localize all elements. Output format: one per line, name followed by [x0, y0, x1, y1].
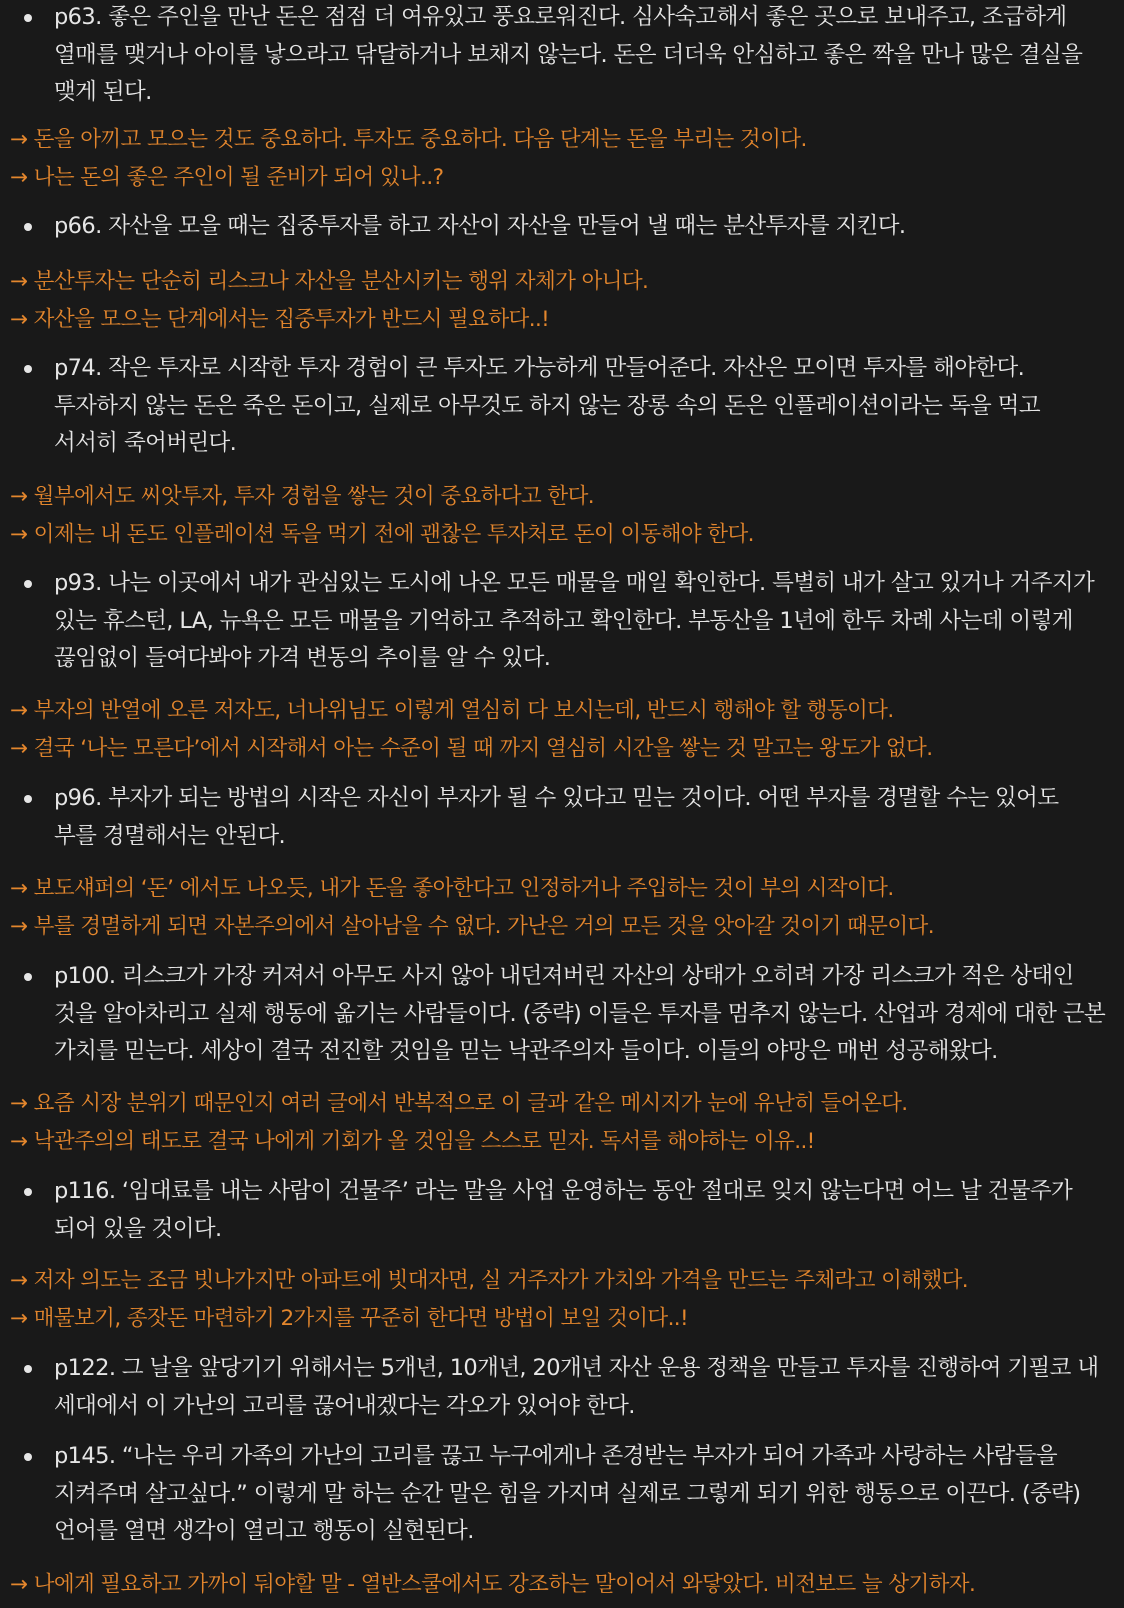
note-group-p116 — [0, 1262, 1124, 1338]
note-line: → 나에게 필요하고 가까이 둬야할 말 - 열반스쿨에서도 강조하는 말이어서 와닿았다. 비전보드 늘 상기하자. — [10, 1572, 976, 1597]
quote-p145: p145. “나는 우리 가족의 가난의 고리를 끊고 누구에게나 존경받는 부자가 되어 가족과 사랑하는 사람들을 지켜주며 살고싶다.” 이렇게 말 하는 순간 말은 힘을 가지며 실제로 그렇게 되기 위한 행동으로 이끈다. (중략) 언어를 열면 생각이 열리고 행동이 실현된다. — [54, 1443, 1081, 1544]
quote-p93: p93. 나는 이곳에서 내가 관심있는 도시에 나온 모든 매물을 매일 확인한다. 특별히 내가 살고 있거나 거주지가 있는 휴스턴, LA, 뉴욕은 모든 매물을 기억하고 추적하고 확인한다. 부동산을 1년에 한두 차례 사는데 이렇게 끊임없이 들여다봐야 가격 변동의 추이를 알 수 있다. — [54, 570, 1095, 671]
quote-p63: p63. 좋은 주인을 만난 돈은 점점 더 여유있고 풍요로워진다. 심사숙고해서 좋은 곳으로 보내주고, 조급하게 열매를 맺거나 아이를 낳으라고 닦달하거나 보채지 않는다. 돈은 더더욱 안심하고 좋은 짝을 만나 많은 결실을 맺게 된다. — [54, 4, 1083, 105]
quote-p74: p74. 작은 투자로 시작한 투자 경험이 큰 투자도 가능하게 만들어준다. 자산은 모이면 투자를 해야한다. 투자하지 않는 돈은 죽은 돈이고, 실제로 아무것도 하지 않는 장롱 속의 돈은 인플레이션이라는 독을 먹고 서서히 죽어버린다. — [54, 355, 1040, 456]
note-group-p145 — [0, 1566, 1124, 1604]
note-group-p100 — [0, 1085, 1124, 1161]
note-line: → 나는 돈의 좋은 주인이 될 준비가 되어 있나..? — [10, 165, 444, 190]
quote-p122: p122. 그 날을 앞당기기 위해서는 5개년, 10개년, 20개년 자산 운용 정책을 만들고 투자를 진행하여 기필코 내 세대에서 이 가난의 고리를 끊어내겠다는 각오가 있어야 한다. — [54, 1355, 1099, 1419]
note-line: → 부자의 반열에 오른 저자도, 너나위님도 이렇게 열심히 다 보시는데, 반드시 행해야 할 행동이다. — [10, 698, 894, 723]
quote-p116: p116. ‘임대료를 내는 사람이 건물주’ 라는 말을 사업 운영하는 동안 절대로 잊지 않는다면 어느 날 건물주가 되어 있을 것이다. — [54, 1178, 1073, 1242]
note-line: → 요즘 시장 분위기 때문인지 여러 글에서 반복적으로 이 글과 같은 메시지가 눈에 유난히 들어온다. — [10, 1091, 908, 1116]
note-line: → 보도섀퍼의 ‘돈’ 에서도 나오듯, 내가 돈을 좋아한다고 인정하거나 주입하는 것이 부의 시작이다. — [10, 876, 894, 901]
note-line: → 자산을 모으는 단계에서는 집중투자가 반드시 필요하다..! — [10, 307, 550, 332]
note-line: → 분산투자는 단순히 리스크나 자산을 분산시키는 행위 자체가 아니다. — [10, 269, 649, 294]
note-line: → 이제는 내 돈도 인플레이션 독을 먹기 전에 괜찮은 투자처로 돈이 이동해야 한다. — [10, 522, 754, 547]
note-line: → 월부에서도 씨앗투자, 투자 경험을 쌓는 것이 중요하다고 한다. — [10, 484, 594, 509]
note-group-p66 — [0, 263, 1124, 339]
note-line: → 저자 의도는 조금 빗나가지만 아파트에 빗대자면, 실 거주자가 가치와 가격을 만드는 주체라고 이해했다. — [10, 1268, 969, 1293]
note-group-p93 — [0, 692, 1124, 768]
note-group-p96 — [0, 870, 1124, 946]
note-line: → 부를 경멸하게 되면 자본주의에서 살아남을 수 없다. 가난은 거의 모든 것을 앗아갈 것이기 때문이다. — [10, 914, 934, 939]
note-line: → 매물보기, 종잣돈 마련하기 2가지를 꾸준히 한다면 방법이 보일 것이다..! — [10, 1306, 689, 1331]
quote-p96: p96. 부자가 되는 방법의 시작은 자신이 부자가 될 수 있다고 믿는 것이다. 어떤 부자를 경멸할 수는 있어도 부를 경멸해서는 안된다. — [54, 785, 1059, 849]
quote-p66: p66. 자산을 모을 때는 집중투자를 하고 자산이 자산을 만들어 낼 때는 분산투자를 지킨다. — [54, 213, 906, 239]
note-group-p63 — [0, 121, 1124, 197]
note-line: → 돈을 아끼고 모으는 것도 중요하다. 투자도 중요하다. 다음 단계는 돈을 부리는 것이다. — [10, 127, 807, 152]
quote-p100: p100. 리스크가 가장 커져서 아무도 사지 않아 내던져버린 자산의 상태가 오히려 가장 리스크가 적은 상태인 것을 알아차리고 실제 행동에 옮기는 사람들이다. (중략) 이들은 투자를 멈추지 않는다. 산업과 경제에 대한 근본 가치를 믿는다. 세상이 결국 전진할 것임을 믿는 낙관주의자 들이다. 이들의 야망은 매번 성공해왔다. — [54, 963, 1106, 1064]
note-line: → 결국 ‘나는 모른다’에서 시작해서 아는 수준이 될 때 까지 열심히 시간을 쌓는 것 말고는 왕도가 없다. — [10, 736, 933, 761]
note-group-p74 — [0, 478, 1124, 554]
note-line: → 낙관주의의 태도로 결국 나에게 기회가 올 것임을 스스로 믿자. 독서를 해야하는 이유..! — [10, 1129, 815, 1154]
